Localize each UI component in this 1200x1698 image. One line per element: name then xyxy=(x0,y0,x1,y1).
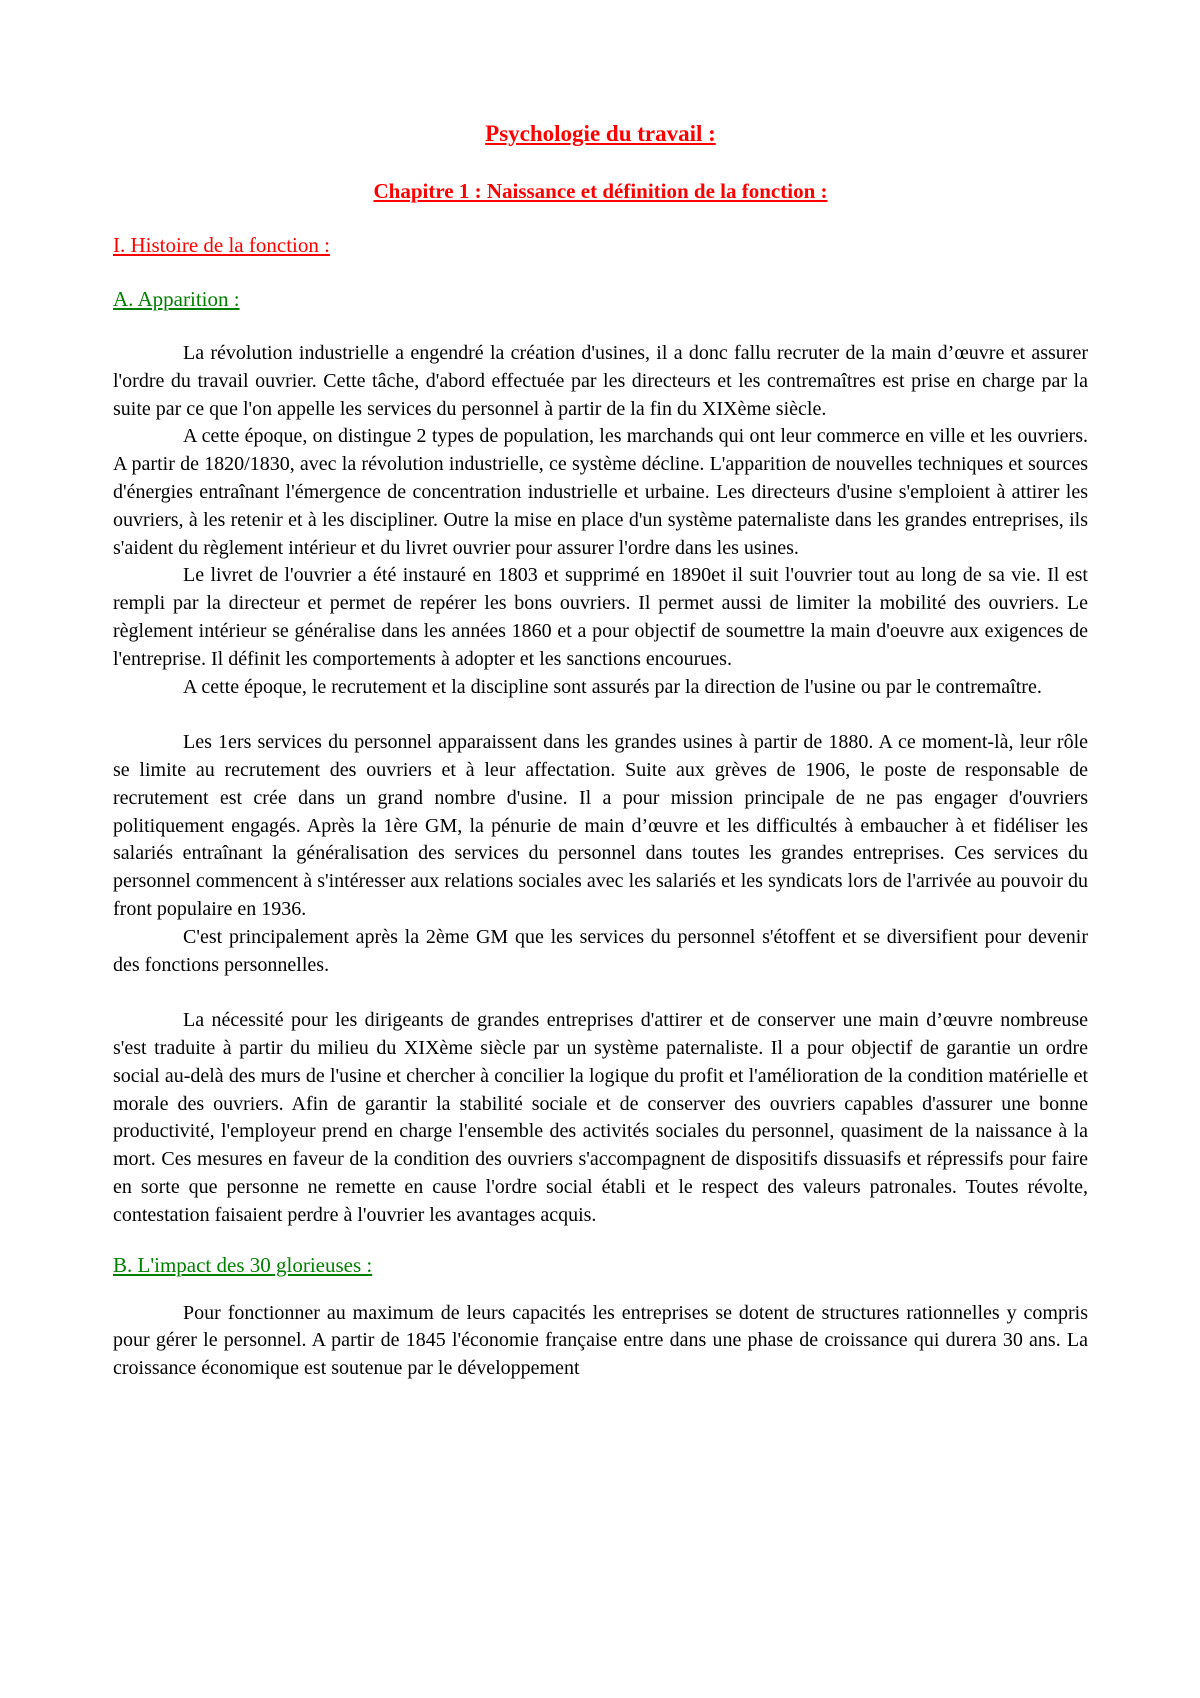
paragraph: Pour fonctionner au maximum de leurs capacités les entreprises se dotent de structures rationnelles y compris pour gérer le personnel. A partir de 1845 l'économie française entre dans une phase de croissance qui durera 30 ans. La croissance économique est soutenue par le développement xyxy=(113,1301,1088,1380)
paragraph: C'est principalement après la 2ème GM que les services du personnel s'étoffent et se diversifient pour devenir des fonctions personnelles. xyxy=(113,925,1088,976)
subsection-heading-apparition: A. Apparition : xyxy=(113,287,240,311)
section-heading-histoire: I. Histoire de la fonction : xyxy=(113,233,330,257)
paragraph: La nécessité pour les dirigeants de grandes entreprises d'attirer et de conserver une main d’œuvre nombreuse s'est traduite à partir du milieu du XIXème siècle par un système paternaliste. Il a pour objectif de garantie un ordre social au-delà des murs de l'usine et chercher à concilier la logique du profit et l'amélioration de la condition matérielle et morale des ouvriers. Afin de garantir la stabilité sociale et de conserver des ouvriers capables d'assurer une bonne productivité, l'employeur prend en charge l'ensemble des activités sociales du personnel, quasiment de la naissance à la mort. Ces mesures en faveur de la condition des ouvriers s'accompagnent de dispositifs dissuasifs et répressifs pour faire en sorte que personne ne remette en cause l'ordre social établi et le respect des valeurs patronales. Toutes révolte, contestation faisaient perdre à l'ouvrier les avantages acquis. xyxy=(113,1009,1088,1226)
paragraph: Les 1ers services du personnel apparaissent dans les grandes usines à partir de 1880. A ce moment-là, leur rôle se limite au recrutement des ouvriers et à leur affectation. Suite aux grèves de 1906, le poste de responsable de recrutement est crée dans un grand nombre d'usine. Il a pour mission principale de ne pas engager d'ouvriers politiquement engagés. Après la 1ère GM, la pénurie de main d’œuvre et les difficultés à embaucher à et fidéliser les salariés entraînant la généralisation des services du personnel dans toutes les grandes entreprises. Ces services du personnel commencent à s'intéresser aux relations sociales avec les salariés et les syndicats lors de l'arrivée au pouvoir du front populaire en 1936. xyxy=(113,731,1088,920)
paragraph: La révolution industrielle a engendré la création d'usines, il a donc fallu recruter de la main d’œuvre et assurer l'ordre du travail ouvrier. Cette tâche, d'abord effectuée par les directeurs et les contremaîtres est prise en charge par la suite par ce que l'on appelle les services du personnel à partir de la fin du XIXème siècle. xyxy=(113,342,1088,420)
apparition-body xyxy=(113,340,1088,1230)
paragraph: Le livret de l'ouvrier a été instauré en 1803 et supprimé en 1890et il suit l'ouvrier tout au long de sa vie. Il est rempli par la directeur et permet de repérer les bons ouvriers. Il permet aussi de limiter la mobilité des ouvriers. Le règlement intérieur se généralise dans les années 1860 et a pour objectif de soumettre la main d'oeuvre aux exigences de l'entreprise. Il définit les comportements à adopter et les sanctions encourues. xyxy=(113,564,1088,670)
paragraph-spacer xyxy=(113,701,1088,729)
glorieuses-body xyxy=(113,1300,1088,1383)
subsection-heading-30-glorieuses: B. L'impact des 30 glorieuses : xyxy=(113,1252,373,1277)
paragraph: A cette époque, on distingue 2 types de population, les marchands qui ont leur commerce en ville et les ouvriers. A partir de 1820/1830, avec la révolution industrielle, ce système décline. L'apparition de nouvelles techniques et sources d'énergies entraînant l'émergence de concentration industrielle et urbaine. Les directeurs d'usine s'emploient à attirer les ouvriers, à les retenir et à les discipliner. Outre la mise en place d'un système paternaliste dans les grandes entreprises, ils s'aident du règlement intérieur et du livret ouvrier pour assurer l'ordre dans les usines. xyxy=(113,425,1088,559)
paragraph-spacer xyxy=(113,979,1088,1007)
document-title: Psychologie du travail : xyxy=(485,121,716,146)
chapter-title: Chapitre 1 : Naissance et définition de la fonction : xyxy=(373,179,828,203)
paragraph: A cette époque, le recrutement et la discipline sont assurés par la direction de l'usine ou par le contremaître. xyxy=(183,675,1042,698)
